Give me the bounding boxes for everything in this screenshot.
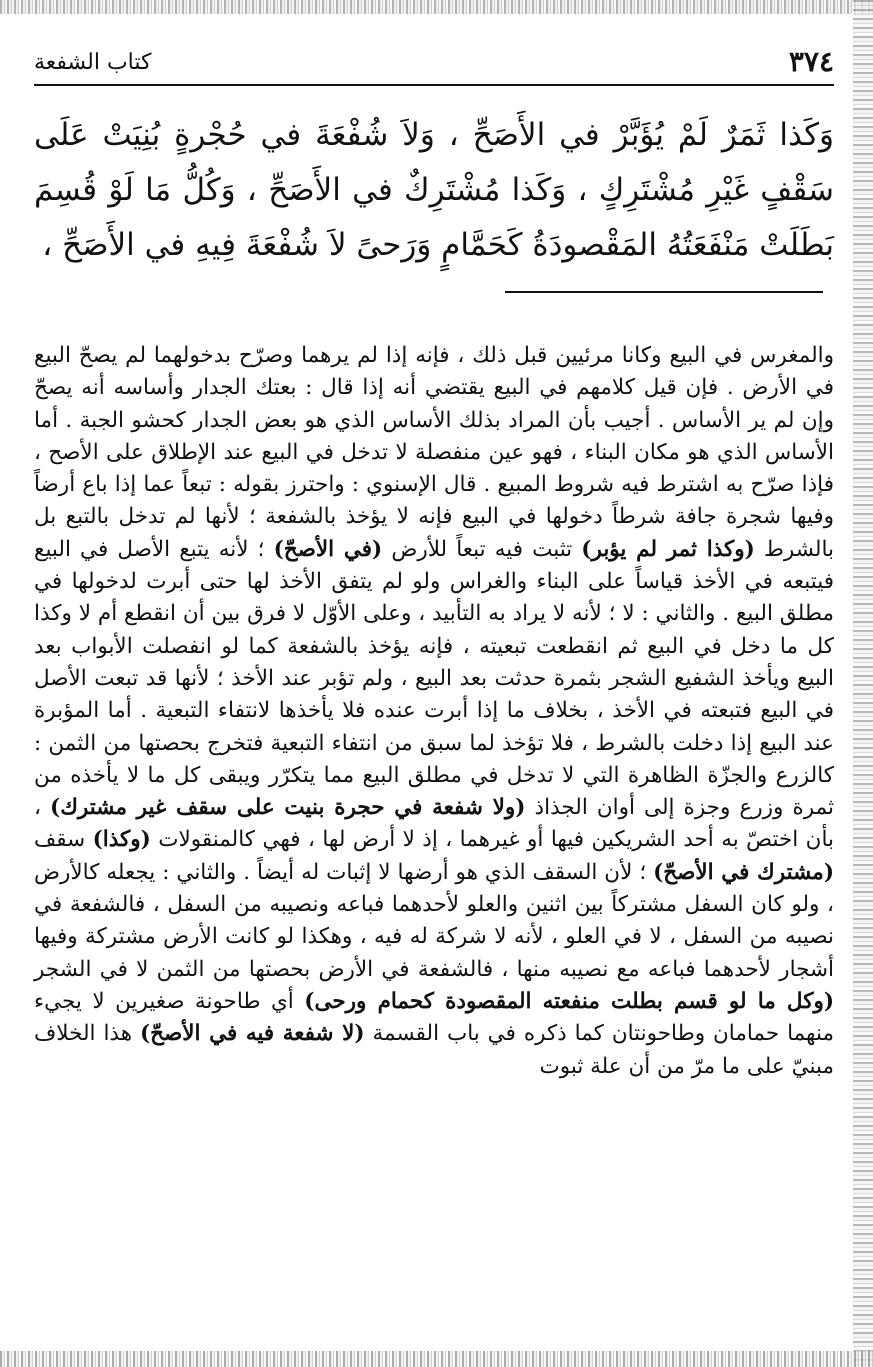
quoted-matn-segment: (لا شفعة فيه في الأصحّ) [139, 1021, 365, 1047]
commentary-segment: سقف [34, 827, 93, 853]
commentary-segment: أي طاحونة صغيرين لا يجيء منهما حمامان وطاحونتان كما ذكره في باب القسمة [34, 988, 834, 1047]
header-rule [34, 84, 834, 86]
commentary-segment: ؛ لأن السقف الذي هو أرضها لا إثبات له أيضاً . والثاني : يجعله كالأرض ، ولو كان السفل مشتركاً بين اثنين والعلو لأحدهما فباعه ونصيبه من السفل ، فالشفعة في نصيبه من السفل ، لا في العلو ، لأنه لا شركة له فيه ، وهكذا لو كانت الأرض مشتركة وفيها أشجار لأحدهما فباعه مع نصيبه منها ، فالشفعة في الأرض بحصتها من الثمن لا في الشجر [34, 859, 834, 982]
quoted-matn-segment: (مشترك في الأصحّ) [653, 859, 834, 885]
matn-block [34, 108, 834, 273]
commentary-segment: والمغرس في البيع وكانا مرئيين قبل ذلك ، فإنه إذا لم يرهما وصرّح بدخولهما لم يصحّ البيع في الأرض . فإن قيل كلامهم في البيع يقتضي أنه إذا قال : بعتك الجدار وأساسه أنه يصحّ وإن لم ير الأساس . أجيب بأن المراد بذلك الأساس الذي هو بعض الجدار كحشو الجبة . أما الأساس الذي هو مكان البناء ، فهو عين منفصلة لا تدخل في البيع عند الإطلاق على الأصح ، فإذا صرّح به اشترط فيه شروط المبيع . قال الإسنوي : واحترز بقوله : تبعاً عما إذا باع أرضاً وفيها شجرة جافة شرطاً دخولها في البيع فإنه لا يؤخذ بالشفعة ؛ لأنها لم تدخل بالتبع بل بالشرط [34, 343, 834, 562]
commentary-segment: تثبت فيه تبعاً للأرض [382, 536, 582, 562]
quoted-matn-segment: (وكذا) [92, 827, 151, 853]
matn-text: وَكَذا ثَمَرٌ لَمْ يُؤَبَّرْ في الأَصَحِّ ، وَلاَ شُفْعَةَ في حُجْرةٍ بُنِيَتْ عَلَى سَقْفٍ غَيْرِ مُشْتَرِكٍ ، وَكَذا مُشْتَرِكٌ في الأَصَحِّ ، وَكُلُّ مَا لَوْ قُسِمَ بَطَلَتْ مَنْفَعَتُهُ المَقْصودَةُ كَحَمَّامٍ وَرَحىً لاَ شُفْعَةَ فِيهِ في الأَصَحِّ ، [34, 117, 834, 263]
commentary-block [34, 340, 834, 1083]
commentary-segment: ، بأن اختصّ به أحد الشريكين فيها أو غيرهما ، إذ لا أرض لها ، فهي كالمنقولات [34, 795, 834, 853]
separator-rule [505, 291, 823, 293]
quoted-matn-segment: (ولا شفعة في حجرة بنيت على سقف غير مشترك) [50, 795, 526, 821]
page-number: ٣٧٤ [788, 45, 834, 78]
commentary-segment: ؛ لأنه يتبع الأصل في البيع فيتبعه في الأخذ قياساً على البناء والغراس ولو لم يتفق الأخذ لها حتى أبرت لدخولها في مطلق البيع . والثاني : لا ؛ لأنه لا يراد به التأبيد ، وعلى الأوّل لا فرق بين أن انقطع أم لا وكذا كل ما دخل في البيع ثم انقطعت تبعيته ، فإنه يؤخذ بالشفعة كما لو انفصلت الأبواب بعد البيع ويأخذ الشفيع الشجر بثمرة حدثت بعد البيع ، ولم تؤبر عند الأخذ ؛ لأنها قد تبعت الأصل في البيع فتبعته في الأخذ ، بخلاف ما إذا أبرت عنده فلا يأخذها لانتفاء التبعية . أما المؤبرة عند البيع إذا دخلت بالشرط ، فلا تؤخذ لما سبق من انتفاء التبعية فتخرج بحصتها من الثمن : كالزرع والجزّة الظاهرة التي لا تدخل في مطلق البيع مما يتكرّر ويبقى كل ما لا يأخذه من ثمرة وزرع وجزة إلى أوان الجذاذ [34, 536, 834, 821]
commentary-segment: هذا الخلاف مبنيّ على ما مرّ من أن علة ثبوت [34, 1021, 834, 1079]
commentary-text [34, 340, 834, 1083]
decorative-border-right [853, 0, 873, 1367]
quoted-matn-segment: (في الأصحّ) [273, 536, 383, 562]
quoted-matn-segment: (وكذا ثمر لم يؤبر) [581, 536, 755, 562]
decorative-border-bottom [0, 1351, 873, 1367]
running-title: كتاب الشفعة [34, 50, 152, 75]
decorative-border-top [0, 0, 873, 14]
page-header [34, 44, 834, 84]
quoted-matn-segment: (وكل ما لو قسم بطلت منفعته المقصودة كحمام ورحى) [304, 988, 835, 1014]
